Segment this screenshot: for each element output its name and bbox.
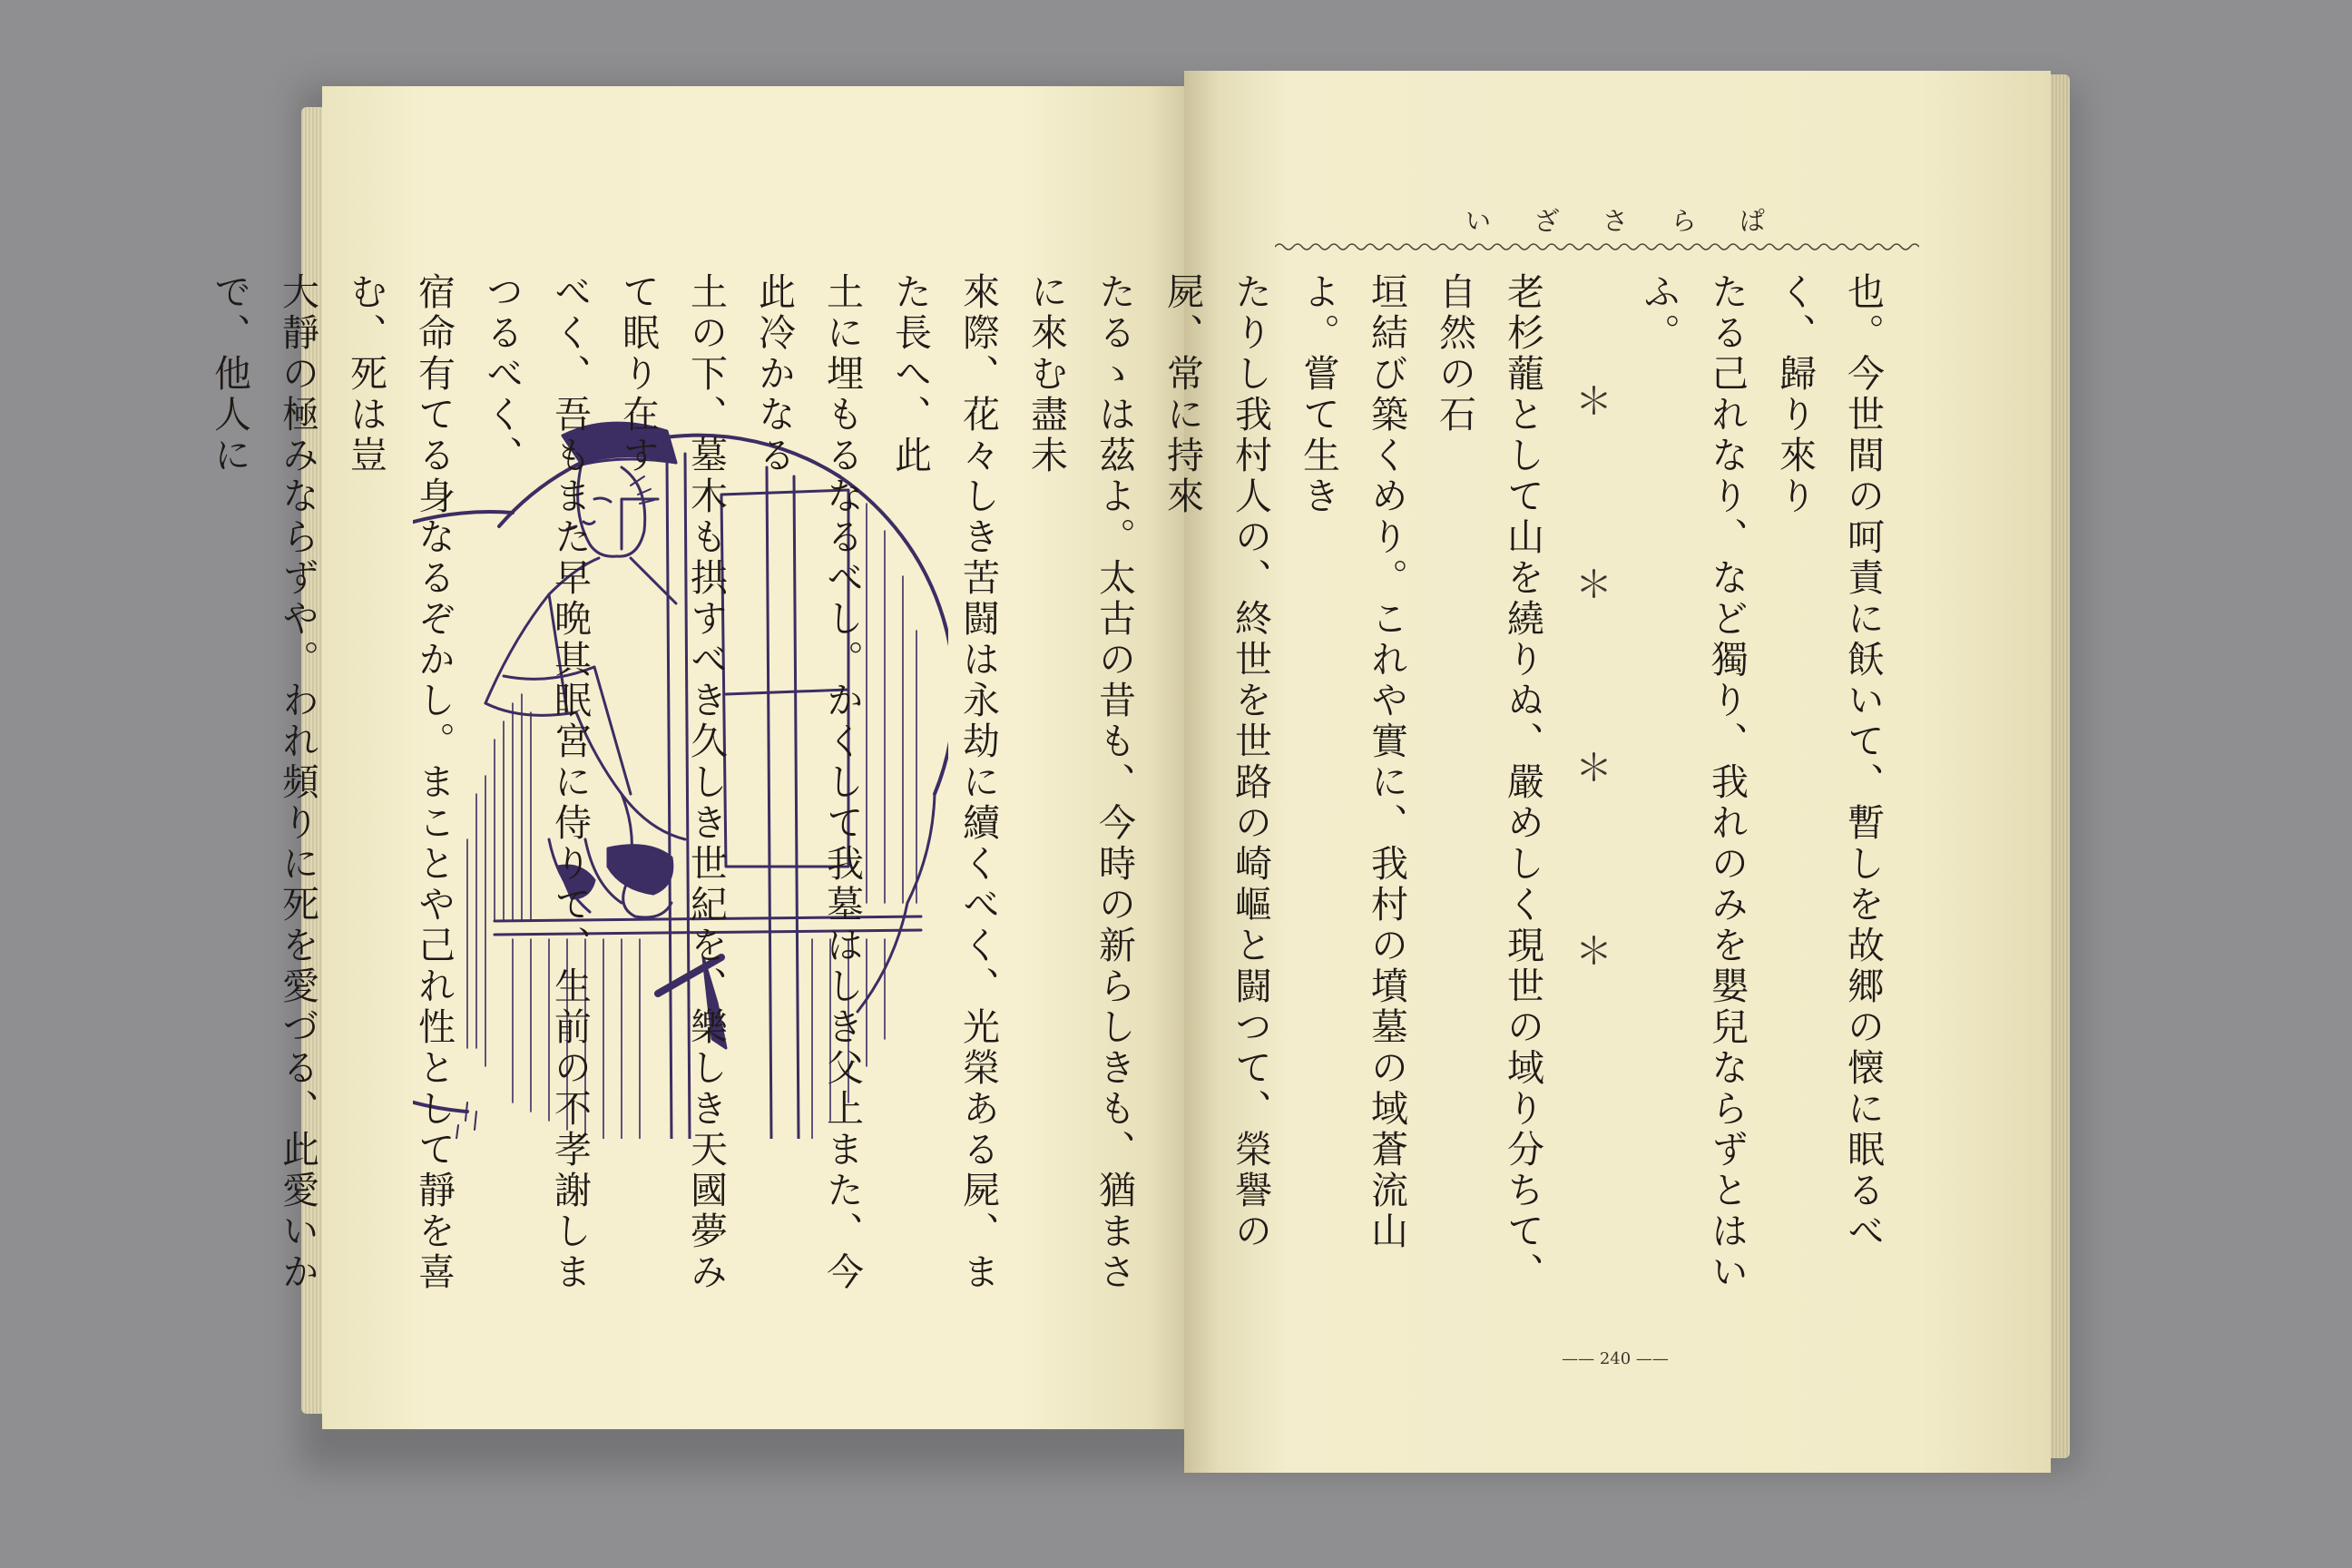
text-line: たりし我村人の、終世を世路の崎嶇と闘つて、榮譽の屍、常に持來 bbox=[1161, 272, 1272, 1252]
running-head bbox=[1465, 201, 1765, 238]
text-line: 宿命有てる身なるぞかし。まことや己れ性として靜を喜む、死は豈 bbox=[344, 272, 456, 1293]
vertical-text-body bbox=[208, 272, 1896, 1325]
text-line: 老杉蘢として山を繞りぬ、嚴めしく現世の域り分ちて、自然の石 bbox=[1433, 272, 1544, 1293]
text-line: 來際、花々しき苦闘は永劫に續くべく、光榮ある屍、また長へ、此 bbox=[888, 272, 1000, 1293]
page-number: —— 240 —— bbox=[1562, 1349, 1669, 1368]
text-line: たるゝは茲よ。太古の昔も、今時の新らしきも、猶まさに來む盡未 bbox=[1024, 272, 1136, 1293]
running-head-char: さ bbox=[1602, 206, 1628, 236]
text-line: たる己れなり、など獨り、我れのみを嬰兒ならずとはいふ。 bbox=[1637, 272, 1749, 1293]
text-line: 垣結び築くめり。これや實に、我村の墳墓の域蒼流山よ。嘗て生き bbox=[1297, 272, 1408, 1252]
running-head-char: ぱ bbox=[1739, 206, 1765, 236]
text-line: 大靜の極みならずや。われ頻りに死を愛づる、此愛いかで、他人に bbox=[208, 272, 319, 1293]
header-wavy-rule bbox=[1275, 238, 1919, 256]
text-line: べく、吾もまた早晩其眠宮に侍りて、生前の不孝謝しまつるべく、 bbox=[480, 272, 592, 1293]
running-head-char: い bbox=[1465, 206, 1492, 236]
running-head-char: ざ bbox=[1534, 206, 1560, 236]
page-number-value: 240 bbox=[1599, 1349, 1632, 1368]
text-line: 土に埋もるなるべし。かくして我墓はしき父上また、今此冷かなる bbox=[752, 272, 864, 1293]
text-line: 土の下、墓木も拱すべき久しき世紀を、樂しき天國夢みて眠り在す bbox=[616, 272, 728, 1293]
section-break-asterisks: ＊ ＊ ＊ ＊ bbox=[1569, 381, 1612, 1023]
text-line: 也。今世間の呵責に飫いて、暫しを故郷の懐に眠るべく、歸り來り bbox=[1773, 272, 1885, 1252]
running-head-char: ら bbox=[1671, 206, 1697, 236]
